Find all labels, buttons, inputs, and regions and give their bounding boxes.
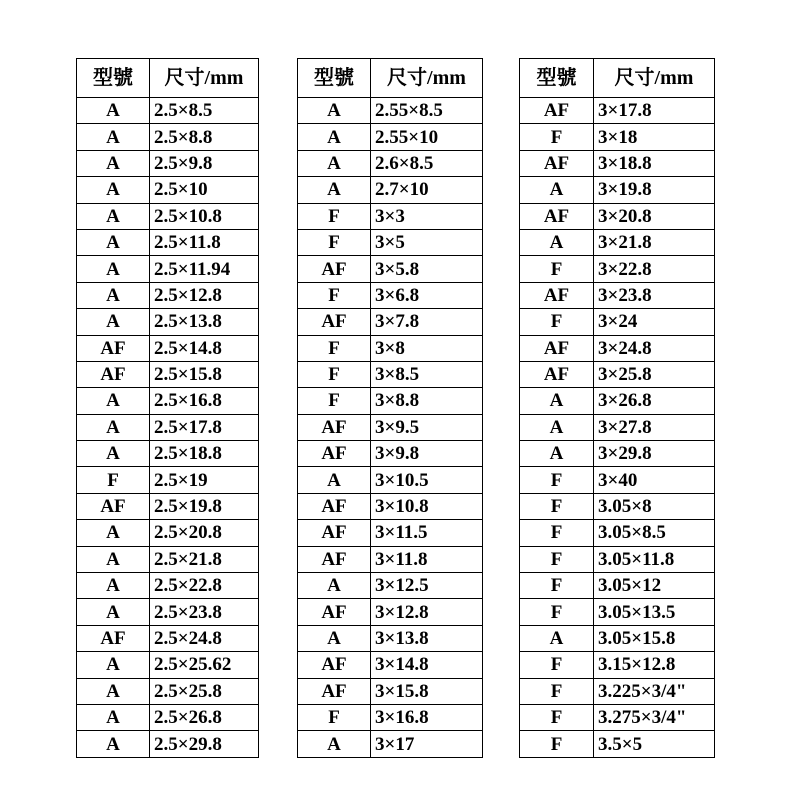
size-cell: 3×13.8 bbox=[371, 625, 483, 651]
size-cell: 3×15.8 bbox=[371, 678, 483, 704]
type-cell: F bbox=[77, 467, 150, 493]
size-cell: 3×17.8 bbox=[594, 98, 715, 124]
table-row bbox=[298, 309, 483, 335]
type-cell: F bbox=[520, 546, 594, 572]
size-cell: 3.225×3/4" bbox=[594, 678, 715, 704]
type-cell: A bbox=[77, 441, 150, 467]
type-cell: F bbox=[520, 256, 594, 282]
table-row bbox=[520, 282, 715, 308]
size-cell: 2.55×8.5 bbox=[371, 98, 483, 124]
type-cell: A bbox=[298, 124, 371, 150]
type-cell: A bbox=[77, 414, 150, 440]
header-size: 尺寸/mm bbox=[371, 59, 483, 98]
table-row bbox=[520, 361, 715, 387]
table-row bbox=[520, 177, 715, 203]
type-cell: A bbox=[298, 625, 371, 651]
type-cell: A bbox=[77, 229, 150, 255]
size-cell: 2.7×10 bbox=[371, 177, 483, 203]
size-cell: 3.5×5 bbox=[594, 731, 715, 757]
size-cell: 3.05×15.8 bbox=[594, 625, 715, 651]
size-table-3 bbox=[519, 58, 715, 758]
type-cell: A bbox=[77, 256, 150, 282]
type-cell: A bbox=[77, 177, 150, 203]
header-size: 尺寸/mm bbox=[594, 59, 715, 98]
table-row bbox=[77, 309, 259, 335]
table-row bbox=[520, 414, 715, 440]
table-row bbox=[520, 388, 715, 414]
size-cell: 3×12.5 bbox=[371, 573, 483, 599]
table-row bbox=[77, 124, 259, 150]
size-cell: 3×9.8 bbox=[371, 441, 483, 467]
size-cell: 3×16.8 bbox=[371, 704, 483, 730]
size-cell: 3×24.8 bbox=[594, 335, 715, 361]
type-cell: F bbox=[520, 573, 594, 599]
table-row bbox=[298, 493, 483, 519]
table-row bbox=[77, 467, 259, 493]
type-cell: F bbox=[298, 388, 371, 414]
table-row bbox=[77, 652, 259, 678]
size-cell: 3×14.8 bbox=[371, 652, 483, 678]
type-cell: A bbox=[298, 98, 371, 124]
size-cell: 2.5×18.8 bbox=[150, 441, 259, 467]
table-row bbox=[520, 652, 715, 678]
size-cell: 3×21.8 bbox=[594, 229, 715, 255]
type-cell: AF bbox=[298, 256, 371, 282]
size-cell: 3×8 bbox=[371, 335, 483, 361]
size-cell: 2.5×14.8 bbox=[150, 335, 259, 361]
size-cell: 2.5×9.8 bbox=[150, 150, 259, 176]
table-row bbox=[77, 361, 259, 387]
size-cell: 3×7.8 bbox=[371, 309, 483, 335]
size-cell: 2.5×17.8 bbox=[150, 414, 259, 440]
size-cell: 2.5×20.8 bbox=[150, 520, 259, 546]
size-cell: 3.275×3/4" bbox=[594, 704, 715, 730]
table-row bbox=[298, 282, 483, 308]
header-type: 型號 bbox=[298, 59, 371, 98]
table-row bbox=[77, 678, 259, 704]
size-cell: 3×27.8 bbox=[594, 414, 715, 440]
type-cell: F bbox=[298, 704, 371, 730]
type-cell: A bbox=[520, 414, 594, 440]
size-cell: 3×8.8 bbox=[371, 388, 483, 414]
type-cell: AF bbox=[520, 150, 594, 176]
table-row bbox=[298, 335, 483, 361]
type-cell: A bbox=[77, 546, 150, 572]
table-row bbox=[298, 98, 483, 124]
size-cell: 3×19.8 bbox=[594, 177, 715, 203]
size-cell: 3.15×12.8 bbox=[594, 652, 715, 678]
type-cell: F bbox=[520, 124, 594, 150]
type-cell: AF bbox=[298, 599, 371, 625]
type-cell: AF bbox=[77, 493, 150, 519]
type-cell: F bbox=[520, 467, 594, 493]
type-cell: A bbox=[298, 467, 371, 493]
type-cell: AF bbox=[520, 98, 594, 124]
table-row bbox=[298, 652, 483, 678]
table-row bbox=[77, 414, 259, 440]
table-row bbox=[77, 520, 259, 546]
size-cell: 3×11.8 bbox=[371, 546, 483, 572]
size-cell: 3.05×11.8 bbox=[594, 546, 715, 572]
table-row bbox=[77, 150, 259, 176]
table-row bbox=[520, 441, 715, 467]
table-row bbox=[520, 599, 715, 625]
type-cell: A bbox=[520, 388, 594, 414]
size-cell: 2.5×15.8 bbox=[150, 361, 259, 387]
type-cell: A bbox=[77, 203, 150, 229]
type-cell: F bbox=[298, 361, 371, 387]
header-size: 尺寸/mm bbox=[150, 59, 259, 98]
type-cell: A bbox=[77, 704, 150, 730]
table-row bbox=[77, 177, 259, 203]
type-cell: A bbox=[77, 309, 150, 335]
size-cell: 3×8.5 bbox=[371, 361, 483, 387]
table-row bbox=[77, 546, 259, 572]
table-row bbox=[298, 546, 483, 572]
table-row bbox=[77, 704, 259, 730]
type-cell: AF bbox=[298, 493, 371, 519]
type-cell: A bbox=[520, 441, 594, 467]
size-cell: 2.5×23.8 bbox=[150, 599, 259, 625]
table-row bbox=[77, 625, 259, 651]
table-row bbox=[77, 599, 259, 625]
type-cell: AF bbox=[77, 361, 150, 387]
size-cell: 3×9.5 bbox=[371, 414, 483, 440]
table-row bbox=[520, 229, 715, 255]
table-row bbox=[298, 256, 483, 282]
size-cell: 3×10.8 bbox=[371, 493, 483, 519]
type-cell: A bbox=[77, 731, 150, 757]
size-cell: 3.05×8 bbox=[594, 493, 715, 519]
type-cell: AF bbox=[520, 335, 594, 361]
type-cell: F bbox=[520, 678, 594, 704]
size-cell: 3×23.8 bbox=[594, 282, 715, 308]
size-cell: 2.5×13.8 bbox=[150, 309, 259, 335]
table-row bbox=[520, 625, 715, 651]
type-cell: A bbox=[77, 282, 150, 308]
type-cell: A bbox=[77, 678, 150, 704]
table-row bbox=[298, 441, 483, 467]
size-cell: 2.5×25.8 bbox=[150, 678, 259, 704]
size-cell: 3×3 bbox=[371, 203, 483, 229]
size-cell: 3.05×8.5 bbox=[594, 520, 715, 546]
table-row bbox=[77, 441, 259, 467]
table-row bbox=[298, 388, 483, 414]
size-cell: 3×24 bbox=[594, 309, 715, 335]
table-row bbox=[520, 98, 715, 124]
size-cell: 3×18 bbox=[594, 124, 715, 150]
size-cell: 3.05×12 bbox=[594, 573, 715, 599]
size-cell: 2.5×10.8 bbox=[150, 203, 259, 229]
table-row bbox=[520, 203, 715, 229]
size-cell: 2.5×24.8 bbox=[150, 625, 259, 651]
size-table-1 bbox=[76, 58, 259, 758]
size-cell: 3×25.8 bbox=[594, 361, 715, 387]
type-cell: A bbox=[77, 124, 150, 150]
size-cell: 3×10.5 bbox=[371, 467, 483, 493]
table-row bbox=[77, 388, 259, 414]
type-cell: A bbox=[298, 573, 371, 599]
table-row bbox=[520, 520, 715, 546]
size-cell: 2.5×12.8 bbox=[150, 282, 259, 308]
type-cell: F bbox=[298, 229, 371, 255]
table-row bbox=[298, 414, 483, 440]
table-row bbox=[520, 335, 715, 361]
table-row bbox=[298, 599, 483, 625]
type-cell: F bbox=[520, 520, 594, 546]
type-cell: A bbox=[520, 625, 594, 651]
type-cell: A bbox=[298, 731, 371, 757]
size-cell: 3×11.5 bbox=[371, 520, 483, 546]
size-cell: 3×22.8 bbox=[594, 256, 715, 282]
table-row bbox=[520, 678, 715, 704]
size-cell: 2.5×19.8 bbox=[150, 493, 259, 519]
type-cell: F bbox=[520, 493, 594, 519]
type-cell: AF bbox=[77, 625, 150, 651]
table-row bbox=[298, 229, 483, 255]
size-cell: 2.6×8.5 bbox=[371, 150, 483, 176]
size-cell: 2.5×22.8 bbox=[150, 573, 259, 599]
table-row bbox=[520, 309, 715, 335]
type-cell: AF bbox=[520, 282, 594, 308]
type-cell: AF bbox=[298, 652, 371, 678]
table-row bbox=[298, 150, 483, 176]
type-cell: AF bbox=[520, 361, 594, 387]
table-row bbox=[298, 678, 483, 704]
table-row bbox=[298, 520, 483, 546]
type-cell: F bbox=[298, 203, 371, 229]
table-row bbox=[298, 203, 483, 229]
header-row bbox=[298, 59, 483, 98]
type-cell: F bbox=[520, 731, 594, 757]
size-cell: 3×6.8 bbox=[371, 282, 483, 308]
header-row bbox=[77, 59, 259, 98]
table-row bbox=[77, 282, 259, 308]
type-cell: AF bbox=[298, 309, 371, 335]
table-row bbox=[77, 573, 259, 599]
size-cell: 3×40 bbox=[594, 467, 715, 493]
size-cell: 3×5 bbox=[371, 229, 483, 255]
type-cell: AF bbox=[298, 678, 371, 704]
size-cell: 2.5×8.5 bbox=[150, 98, 259, 124]
type-cell: F bbox=[298, 335, 371, 361]
type-cell: A bbox=[520, 229, 594, 255]
table-row bbox=[520, 573, 715, 599]
table-row bbox=[77, 229, 259, 255]
size-cell: 2.55×10 bbox=[371, 124, 483, 150]
table-row bbox=[520, 731, 715, 757]
table-row bbox=[298, 467, 483, 493]
type-cell: A bbox=[298, 177, 371, 203]
type-cell: AF bbox=[77, 335, 150, 361]
size-cell: 3×20.8 bbox=[594, 203, 715, 229]
type-cell: AF bbox=[520, 203, 594, 229]
table-row bbox=[77, 256, 259, 282]
type-cell: AF bbox=[298, 414, 371, 440]
header-row bbox=[520, 59, 715, 98]
table-row bbox=[520, 467, 715, 493]
type-cell: AF bbox=[298, 520, 371, 546]
type-cell: A bbox=[77, 388, 150, 414]
table-row bbox=[77, 335, 259, 361]
table-row bbox=[520, 150, 715, 176]
table-row bbox=[520, 124, 715, 150]
table-row bbox=[520, 256, 715, 282]
type-cell: F bbox=[520, 309, 594, 335]
table-row bbox=[520, 546, 715, 572]
size-cell: 3×17 bbox=[371, 731, 483, 757]
type-cell: A bbox=[77, 573, 150, 599]
table-row bbox=[520, 704, 715, 730]
table-row bbox=[77, 731, 259, 757]
size-cell: 2.5×25.62 bbox=[150, 652, 259, 678]
size-cell: 2.5×26.8 bbox=[150, 704, 259, 730]
size-cell: 2.5×16.8 bbox=[150, 388, 259, 414]
size-table-2 bbox=[297, 58, 483, 758]
table-row bbox=[298, 731, 483, 757]
table-row bbox=[298, 177, 483, 203]
type-cell: A bbox=[77, 599, 150, 625]
size-cell: 2.5×29.8 bbox=[150, 731, 259, 757]
size-cell: 2.5×8.8 bbox=[150, 124, 259, 150]
header-type: 型號 bbox=[77, 59, 150, 98]
type-cell: F bbox=[520, 652, 594, 678]
size-cell: 2.5×11.8 bbox=[150, 229, 259, 255]
type-cell: A bbox=[77, 98, 150, 124]
size-cell: 3×5.8 bbox=[371, 256, 483, 282]
size-cell: 3.05×13.5 bbox=[594, 599, 715, 625]
table-row bbox=[298, 573, 483, 599]
size-cell: 2.5×10 bbox=[150, 177, 259, 203]
table-row bbox=[77, 98, 259, 124]
type-cell: AF bbox=[298, 546, 371, 572]
type-cell: A bbox=[77, 520, 150, 546]
header-type: 型號 bbox=[520, 59, 594, 98]
type-cell: A bbox=[298, 150, 371, 176]
type-cell: A bbox=[77, 150, 150, 176]
size-cell: 3×18.8 bbox=[594, 150, 715, 176]
size-cell: 2.5×19 bbox=[150, 467, 259, 493]
size-cell: 2.5×11.94 bbox=[150, 256, 259, 282]
table-row bbox=[298, 625, 483, 651]
size-cell: 3×26.8 bbox=[594, 388, 715, 414]
type-cell: A bbox=[77, 652, 150, 678]
size-cell: 2.5×21.8 bbox=[150, 546, 259, 572]
table-row bbox=[520, 493, 715, 519]
type-cell: A bbox=[520, 177, 594, 203]
table-row bbox=[298, 704, 483, 730]
type-cell: F bbox=[520, 704, 594, 730]
type-cell: AF bbox=[298, 441, 371, 467]
size-cell: 3×12.8 bbox=[371, 599, 483, 625]
type-cell: F bbox=[520, 599, 594, 625]
size-cell: 3×29.8 bbox=[594, 441, 715, 467]
type-cell: F bbox=[298, 282, 371, 308]
table-row bbox=[77, 493, 259, 519]
table-row bbox=[298, 361, 483, 387]
table-row bbox=[298, 124, 483, 150]
table-row bbox=[77, 203, 259, 229]
